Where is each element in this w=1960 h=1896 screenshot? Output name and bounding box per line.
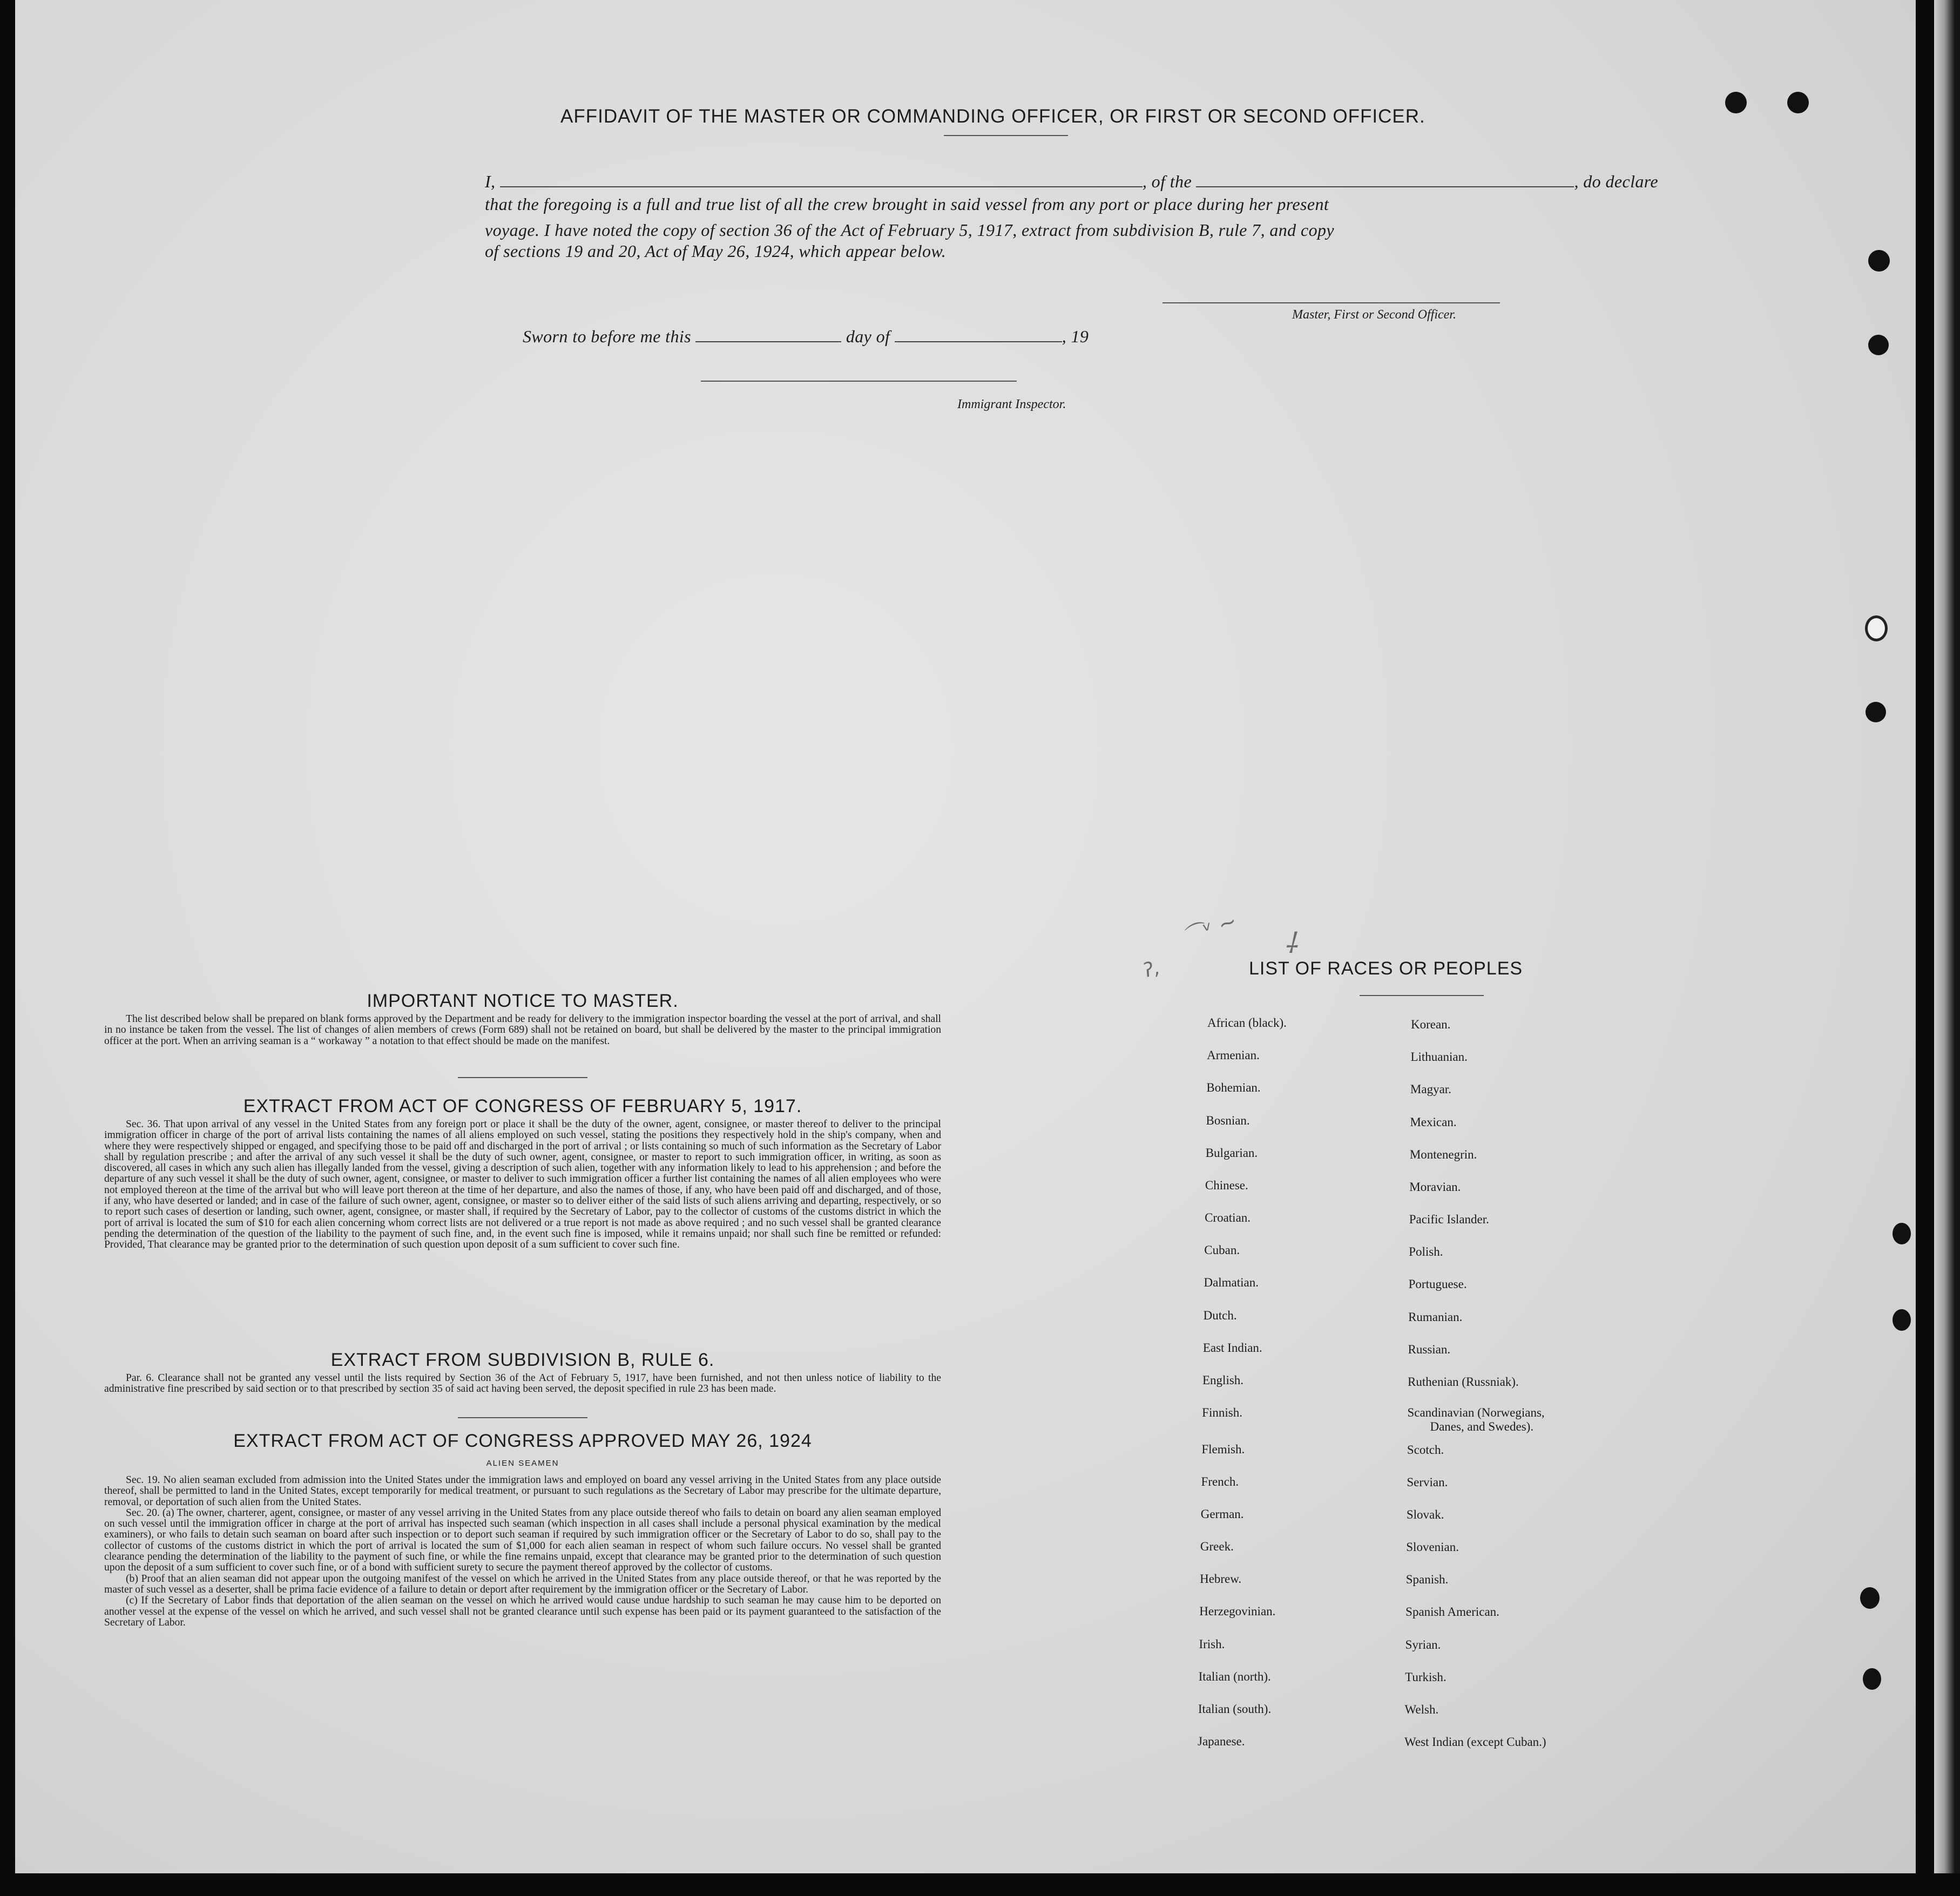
affidavit-declare-label: , do declare xyxy=(1574,172,1659,191)
race-item: English. xyxy=(1202,1373,1244,1387)
race-item: Finnish. xyxy=(1202,1406,1242,1419)
sworn-day-blank[interactable] xyxy=(695,341,841,342)
master-signature-line[interactable] xyxy=(1163,302,1500,303)
race-item: Magyar. xyxy=(1410,1082,1451,1096)
affidavit-line-3: voyage. I have noted the copy of section 36 of the Act of February 5, 1917, extract from subdivision B, rule 7, and copy xyxy=(485,220,1334,240)
affidavit-of-the-label: , of the xyxy=(1142,172,1192,191)
punch-hole xyxy=(1860,1587,1880,1609)
race-item: Lithuanian. xyxy=(1410,1050,1468,1064)
race-item: Dutch. xyxy=(1203,1309,1237,1322)
race-item: Dalmatian. xyxy=(1204,1276,1259,1289)
race-item: Mexican. xyxy=(1410,1115,1457,1129)
race-item: Italian (north). xyxy=(1198,1670,1271,1683)
punch-hole xyxy=(1787,92,1809,113)
day-of-label: day of xyxy=(846,327,890,346)
section-20c-paragraph: (c) If the Secretary of Labor finds that deportation of the alien seaman on the vessel on which he arrived would cause undue hardship to such seaman he may cause him to be deported on another vessel at the expense of the vessel on which he arrived, and such vessel shall not be granted clearance until such expense has been paid or its payment guaranteed to the satisfaction of the Secretary of Labor. xyxy=(104,1595,941,1628)
race-item: Chinese. xyxy=(1205,1179,1248,1192)
affidavit-line-1 xyxy=(485,172,1658,192)
race-item: Korean. xyxy=(1411,1018,1451,1031)
race-item: Cuban. xyxy=(1204,1243,1240,1257)
race-item: West Indian (except Cuban.) xyxy=(1404,1735,1546,1749)
race-item: Polish. xyxy=(1409,1245,1443,1258)
divider xyxy=(944,135,1068,136)
race-item: Turkish. xyxy=(1405,1670,1447,1684)
race-item: Japanese. xyxy=(1198,1735,1245,1748)
divider xyxy=(458,1077,587,1078)
section-20a-paragraph: Sec. 20. (a) The owner, charterer, agent, consignee, or master of any vessel arriving in the United States from any place outside thereof who fails to detain on board any alien seaman employed on such vessel until the immigration officer in charge at the port of arrival has inspected such seaman (which inspection in all cases shall include a personal physical examination by the medical examiners), or who fails to detain such seaman on board after such inspection or to deport such seaman if required by such immigration officer or the Secretary of Labor to do so, shall pay to the collector of customs of the customs district in which the port of arrival is located the sum of $1,000 for each alien seaman in respect of whom such failure occurs. No vessel shall be granted clearance pending the determination of the liability to the payment of such fine, or while the fine remains unpaid, except that clearance may be granted prior to the determination of such question upon the deposit of a sum sufficient to cover such fine, or of a bond with sufficient surety to secure the payment thereof approved by the collector of customs. xyxy=(104,1507,941,1574)
master-caption: Master, First or Second Officer. xyxy=(1292,308,1456,322)
race-item: French. xyxy=(1201,1475,1239,1488)
punch-hole xyxy=(1725,92,1747,113)
race-item: Greek. xyxy=(1200,1540,1234,1553)
affidavit-title: AFFIDAVIT OF THE MASTER OR COMMANDING OFFICER, OR FIRST OR SECOND OFFICER. xyxy=(560,106,1425,127)
race-item: Slovenian. xyxy=(1406,1540,1459,1554)
race-item: Welsh. xyxy=(1404,1703,1439,1716)
pencil-mark: ⌒ᵛ ~ xyxy=(1179,908,1240,951)
race-item: Irish. xyxy=(1199,1637,1225,1651)
race-item: Servian. xyxy=(1407,1475,1448,1489)
year-prefix-label: , 19 xyxy=(1062,327,1089,346)
pencil-mark: ⸸ xyxy=(1284,927,1297,960)
race-item: Bosnian. xyxy=(1206,1114,1250,1127)
page-bottom-edge xyxy=(0,1873,1960,1896)
alien-seamen-subheading: ALIEN SEAMEN xyxy=(486,1459,559,1468)
extract-1924-body xyxy=(104,1475,941,1628)
affidavit-i-label: I, xyxy=(485,172,496,191)
notice-paragraph: The list described below shall be prepared on blank forms approved by the Department and be ready for delivery to the immigration inspector boarding the vessel at the port of arrival, and shall in no instance be taken from the vessel. The list of changes of alien members of crews (Form 689) shall not be retained on board, but shall be delivered by the master to the principal immigration officer at the port. When an arriving seaman is a “ workaway ” a notation to that effect should be made on the manifest. xyxy=(104,1013,941,1047)
race-item: African (black). xyxy=(1207,1016,1287,1030)
race-item: Portuguese. xyxy=(1408,1277,1467,1291)
punch-hole xyxy=(1863,1668,1881,1690)
race-item: Scandinavian (Norwegians, Danes, and Swedes). xyxy=(1407,1406,1545,1433)
extract-rule6-heading: EXTRACT FROM SUBDIVISION B, RULE 6. xyxy=(330,1350,715,1370)
vessel-blank[interactable] xyxy=(1196,186,1574,187)
race-item: Spanish American. xyxy=(1405,1605,1499,1619)
affidavit-line-2: that the foregoing is a full and true list of all the crew brought in said vessel from any port or place during her present xyxy=(485,194,1329,214)
sworn-label: Sworn to before me this xyxy=(523,327,691,346)
divider xyxy=(1360,995,1484,996)
punch-hole xyxy=(1893,1223,1911,1244)
race-item: Slovak. xyxy=(1406,1508,1444,1521)
page-edge xyxy=(1934,0,1960,1896)
punch-hole xyxy=(1866,702,1886,722)
punch-hole xyxy=(1868,335,1889,355)
race-item: Scotch. xyxy=(1407,1443,1444,1457)
race-item: Croatian. xyxy=(1205,1211,1251,1224)
punch-hole xyxy=(1893,1309,1911,1331)
pencil-mark: ʔ, xyxy=(1141,956,1163,983)
race-item: Pacific Islander. xyxy=(1409,1213,1489,1226)
section-20b-paragraph: (b) Proof that an alien seaman did not appear upon the outgoing manifest of the vessel on which he arrived in the United States from any place outside thereof, or that he was reported by the master of such vessel as a deserter, shall be prima facie evidence of a failure to detain or deport after requirement by the immigration officer or the Secretary of Labor. xyxy=(104,1573,941,1595)
race-item: Rumanian. xyxy=(1408,1310,1463,1324)
section-36-paragraph: Sec. 36. That upon arrival of any vessel in the United States from any foreign port or place it shall be the duty of the owner, agent, consignee, or master thereof to deliver to the principal immigration officer in charge of the port of arrival lists containing the names of all aliens employed on such vessel, stating the positions they respectively hold in the ship's company, when and where they were respectively shipped or engaged, and specifying those to be paid off and discharged in the port of arrival ; or lists containing so much of such information as the Secretary of Labor shall by regulation prescribe ; and after the arrival of any such vessel it shall be the duty of such owner, agent, consignee, or master to report to such immigration officer, in writing, as soon as discovered, all cases in which any such alien has illegally landed from the vessel, giving a description of such alien, together with any information likely to lead to his apprehension ; and before the departure of any such vessel it shall be the duty of such owner, agent, consignee, or master to deliver to such immigration officer a further list containing the names of all alien employees who were not employed thereon at the time of the arrival but who will leave port thereon at the time of her departure, and also the names of those, if any, who have been paid off and discharged, and of those, if any, who have deserted or landed; and in case of the failure of such owner, agent, consignee, or master so to deliver either of the said lists of such aliens arriving and departing, respectively, or so to report such cases of desertion or landing, such owner, agent, consignee, or master shall, if required by the Secretary of Labor, pay to the collector of customs of the customs district in which the port of arrival is located the sum of $10 for each alien concerning whom correct lists are not delivered or a true report is not made as above required ; and no such vessel shall be granted clearance pending the determination of the question of the liability to the payment of such fine, and, in the event such fine is imposed, while it remains unpaid; nor shall such fine be remitted or refunded: Provided, That clearance may be granted prior to the determination of such question upon deposit of a sum sufficient to cover such fine. xyxy=(104,1119,941,1251)
notice-heading: IMPORTANT NOTICE TO MASTER. xyxy=(367,991,679,1011)
race-item: Bulgarian. xyxy=(1205,1146,1258,1160)
section-19-paragraph: Sec. 19. No alien seaman excluded from admission into the United States under the immigration laws and employed on board any vessel arriving in the United States from any place outside thereof, shall be permitted to land in the United States, except temporarily for medical treatment, or pursuant to such regulations as the Secretary of Labor may prescribe for the ultimate departure, removal, or deportation of such alien from the United States. xyxy=(104,1474,941,1508)
extract-rule6-body xyxy=(104,1373,941,1395)
race-item: Flemish. xyxy=(1201,1443,1245,1456)
race-item: Russian. xyxy=(1408,1343,1451,1356)
divider xyxy=(458,1417,587,1418)
race-item: Ruthenian (Russniak). xyxy=(1408,1375,1519,1389)
extract-1917-body xyxy=(104,1119,941,1251)
paragraph-6: Par. 6. Clearance shall not be granted any vessel until the lists required by Section 36 of the Act of February 5, 1917, have been furnished, and not then unless notice of liability to the administrative fine prescribed by said section or to that prescribed by section 35 of said act having been served, the deposit specified in rule 23 has been made. xyxy=(104,1372,941,1395)
affidavit-line-4: of sections 19 and 20, Act of May 26, 1924, which appear below. xyxy=(485,241,947,261)
race-item: Spanish. xyxy=(1405,1573,1449,1586)
notice-body xyxy=(104,1014,941,1047)
race-item: East Indian. xyxy=(1202,1341,1262,1355)
extract-1924-heading: EXTRACT FROM ACT OF CONGRESS APPROVED MAY 26, 1924 xyxy=(233,1431,812,1451)
punch-hole xyxy=(1865,615,1888,641)
sworn-month-blank[interactable] xyxy=(895,341,1062,342)
race-item: Moravian. xyxy=(1409,1180,1461,1194)
extract-1917-heading: EXTRACT FROM ACT OF CONGRESS OF FEBRUARY 5, 1917. xyxy=(243,1096,802,1116)
race-item: Armenian. xyxy=(1207,1048,1260,1062)
document-sheet xyxy=(15,0,1916,1873)
race-item: Herzegovinian. xyxy=(1199,1604,1276,1618)
race-item: Hebrew. xyxy=(1200,1572,1242,1586)
inspector-signature-line[interactable] xyxy=(701,381,1017,382)
name-blank[interactable] xyxy=(500,186,1143,187)
race-item: Montenegrin. xyxy=(1409,1148,1477,1161)
punch-hole xyxy=(1868,250,1890,272)
race-item: Bohemian. xyxy=(1206,1081,1261,1094)
race-item: Italian (south). xyxy=(1198,1702,1272,1716)
inspector-caption: Immigrant Inspector. xyxy=(957,397,1066,411)
races-title: LIST OF RACES OR PEOPLES xyxy=(1249,958,1523,979)
race-item: German. xyxy=(1200,1507,1244,1521)
sworn-line xyxy=(523,327,1089,347)
race-item: Syrian. xyxy=(1405,1638,1441,1651)
